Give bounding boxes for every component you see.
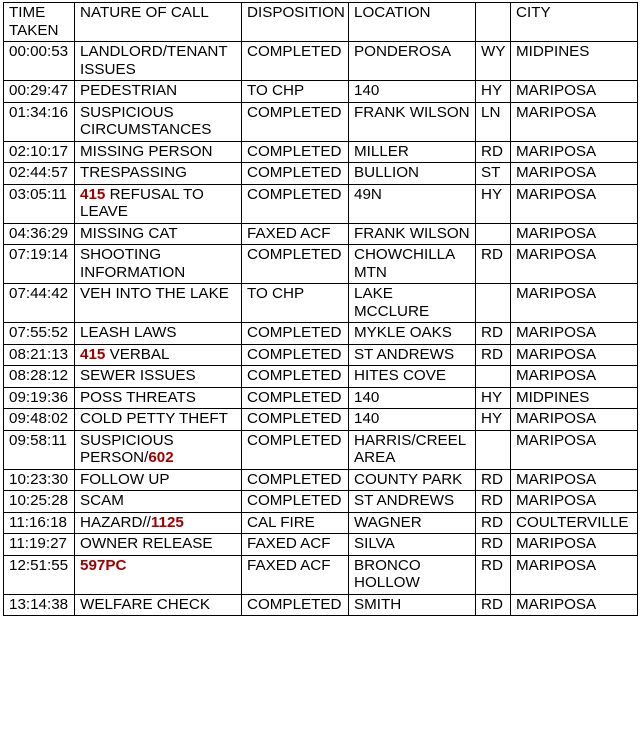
cell-street-suffix: RD: [476, 469, 511, 491]
nature-text: MISSING CAT: [80, 224, 178, 242]
cell-street-suffix: HY: [476, 81, 511, 103]
cell-city: MARIPOSA: [511, 102, 638, 141]
nature-text: SHOOTING INFORMATION: [80, 246, 186, 281]
cell-nature-of-call: [75, 223, 242, 245]
table-row: [4, 245, 638, 284]
cell-time-taken: 00:00:53: [4, 42, 75, 81]
nature-text: WELFARE CHECK: [80, 595, 210, 613]
nature-text: SUSPICIOUS CIRCUMSTANCES: [80, 103, 212, 138]
nature-text: VERBAL: [105, 345, 170, 363]
table-row: [4, 409, 638, 431]
cell-location: BRONCO HOLLOW: [349, 555, 476, 594]
cell-disposition: COMPLETED: [242, 344, 349, 366]
table-row: [4, 141, 638, 163]
cell-location: SILVA: [349, 534, 476, 556]
cell-disposition: COMPLETED: [242, 491, 349, 513]
cell-city: MARIPOSA: [511, 409, 638, 431]
cell-disposition: COMPLETED: [242, 469, 349, 491]
cell-nature-of-call: [75, 469, 242, 491]
cell-time-taken: 09:58:11: [4, 430, 75, 469]
cell-nature-of-call: [75, 141, 242, 163]
cell-city: MARIPOSA: [511, 344, 638, 366]
header-time-line2: TAKEN: [9, 21, 59, 39]
code-highlight: 415: [80, 345, 106, 363]
cell-city: MIDPINES: [511, 387, 638, 409]
cell-location: ST ANDREWS: [349, 491, 476, 513]
cell-disposition: COMPLETED: [242, 323, 349, 345]
cell-nature-of-call: [75, 491, 242, 513]
cell-nature-of-call: [75, 344, 242, 366]
table-row: [4, 344, 638, 366]
cell-city: MARIPOSA: [511, 555, 638, 594]
cell-time-taken: 11:19:27: [4, 534, 75, 556]
cell-city: MARIPOSA: [511, 469, 638, 491]
cell-street-suffix: RD: [476, 323, 511, 345]
cell-time-taken: 09:48:02: [4, 409, 75, 431]
cell-nature-of-call: [75, 323, 242, 345]
cell-disposition: COMPLETED: [242, 245, 349, 284]
cell-city: MARIPOSA: [511, 184, 638, 223]
cell-location: BULLION: [349, 163, 476, 185]
cell-city: MARIPOSA: [511, 163, 638, 185]
code-highlight: 602: [148, 449, 174, 466]
code-highlight: 597PC: [80, 556, 127, 574]
cell-location: 140: [349, 387, 476, 409]
cell-city: COULTERVILLE: [511, 512, 638, 534]
header-nature-of-call: NATURE OF CALL: [75, 3, 242, 42]
cell-time-taken: 02:44:57: [4, 163, 75, 185]
table-row: [4, 366, 638, 388]
table-row: [4, 512, 638, 534]
cell-location: 140: [349, 409, 476, 431]
cell-city: MARIPOSA: [511, 245, 638, 284]
table-row: [4, 163, 638, 185]
cell-street-suffix: HY: [476, 387, 511, 409]
cell-street-suffix: RD: [476, 594, 511, 616]
cell-street-suffix: RD: [476, 555, 511, 594]
cell-disposition: TO CHP: [242, 81, 349, 103]
cell-city: MARIPOSA: [511, 594, 638, 616]
call-log-table: [3, 2, 638, 616]
table-row: [4, 491, 638, 513]
cell-street-suffix: [476, 366, 511, 388]
cell-time-taken: 04:36:29: [4, 223, 75, 245]
table-row: [4, 184, 638, 223]
cell-street-suffix: RD: [476, 344, 511, 366]
header-suffix: [476, 3, 511, 42]
cell-disposition: COMPLETED: [242, 387, 349, 409]
cell-location: ST ANDREWS: [349, 344, 476, 366]
cell-street-suffix: HY: [476, 409, 511, 431]
nature-text: PEDESTRIAN: [80, 82, 178, 99]
cell-time-taken: 00:29:47: [4, 81, 75, 103]
cell-street-suffix: LN: [476, 102, 511, 141]
cell-disposition: COMPLETED: [242, 102, 349, 141]
cell-time-taken: 08:28:12: [4, 366, 75, 388]
nature-text: COLD PETTY THEFT: [80, 410, 228, 427]
cell-location: 140: [349, 81, 476, 103]
nature-text: OWNER RELEASE: [80, 535, 213, 552]
header-location: LOCATION: [349, 3, 476, 42]
cell-disposition: TO CHP: [242, 284, 349, 323]
cell-nature-of-call: [75, 387, 242, 409]
cell-location: FRANK WILSON: [349, 223, 476, 245]
cell-time-taken: 11:16:18: [4, 512, 75, 534]
cell-city: MARIPOSA: [511, 430, 638, 469]
cell-street-suffix: RD: [476, 491, 511, 513]
cell-location: COUNTY PARK: [349, 469, 476, 491]
cell-nature-of-call: [75, 284, 242, 323]
cell-street-suffix: [476, 430, 511, 469]
cell-disposition: COMPLETED: [242, 366, 349, 388]
cell-nature-of-call: [75, 409, 242, 431]
cell-nature-of-call: [75, 81, 242, 103]
header-city: CITY: [511, 3, 638, 42]
cell-location: HARRIS/CREEL AREA: [349, 430, 476, 469]
cell-street-suffix: RD: [476, 512, 511, 534]
table-row: [4, 387, 638, 409]
call-log-body: [4, 42, 638, 616]
cell-disposition: FAXED ACF: [242, 223, 349, 245]
header-row: [4, 3, 638, 42]
cell-time-taken: 13:14:38: [4, 594, 75, 616]
cell-city: MARIPOSA: [511, 491, 638, 513]
header-time-taken: [4, 3, 75, 42]
cell-time-taken: 10:23:30: [4, 469, 75, 491]
table-row: [4, 430, 638, 469]
cell-time-taken: 07:55:52: [4, 323, 75, 345]
nature-text: MISSING PERSON: [80, 142, 213, 160]
cell-street-suffix: WY: [476, 42, 511, 81]
cell-street-suffix: HY: [476, 184, 511, 223]
nature-text: POSS THREATS: [80, 388, 196, 406]
code-highlight: 415: [80, 185, 106, 203]
cell-location: WAGNER: [349, 512, 476, 534]
cell-city: MARIPOSA: [511, 284, 638, 323]
cell-nature-of-call: [75, 555, 242, 594]
cell-location: SMITH: [349, 594, 476, 616]
cell-time-taken: 12:51:55: [4, 555, 75, 594]
cell-street-suffix: [476, 284, 511, 323]
cell-street-suffix: RD: [476, 141, 511, 163]
cell-nature-of-call: [75, 245, 242, 284]
cell-disposition: COMPLETED: [242, 163, 349, 185]
code-highlight: 1125: [150, 513, 184, 531]
cell-time-taken: 01:34:16: [4, 102, 75, 141]
table-row: [4, 284, 638, 323]
cell-disposition: FAXED ACF: [242, 534, 349, 556]
cell-nature-of-call: [75, 163, 242, 185]
header-disposition: DISPOSITION: [242, 3, 349, 42]
cell-nature-of-call: [75, 366, 242, 388]
nature-text: VEH INTO THE LAKE: [80, 285, 229, 302]
table-row: [4, 42, 638, 81]
cell-city: MARIPOSA: [511, 81, 638, 103]
cell-street-suffix: RD: [476, 245, 511, 284]
cell-time-taken: 03:05:11: [4, 184, 75, 223]
cell-location: MILLER: [349, 141, 476, 163]
cell-city: MARIPOSA: [511, 366, 638, 388]
nature-text: REFUSAL TO LEAVE: [80, 185, 204, 220]
cell-time-taken: 08:21:13: [4, 344, 75, 366]
cell-nature-of-call: [75, 594, 242, 616]
nature-text: TRESPASSING: [80, 164, 187, 181]
table-row: [4, 323, 638, 345]
cell-location: HITES COVE: [349, 366, 476, 388]
cell-disposition: CAL FIRE: [242, 512, 349, 534]
table-row: [4, 534, 638, 556]
cell-city: MARIPOSA: [511, 223, 638, 245]
cell-nature-of-call: [75, 102, 242, 141]
cell-location: 49N: [349, 184, 476, 223]
cell-disposition: COMPLETED: [242, 141, 349, 163]
cell-location: LAKE MCCLURE: [349, 284, 476, 323]
cell-nature-of-call: [75, 430, 242, 469]
nature-text: LEASH LAWS: [80, 324, 177, 341]
cell-street-suffix: ST: [476, 163, 511, 185]
cell-street-suffix: [476, 223, 511, 245]
table-row: [4, 594, 638, 616]
cell-disposition: COMPLETED: [242, 184, 349, 223]
header-time-line1: TIME: [9, 4, 46, 21]
cell-time-taken: 10:25:28: [4, 491, 75, 513]
cell-nature-of-call: [75, 512, 242, 534]
nature-text: LANDLORD/TENANT ISSUES: [80, 43, 228, 78]
nature-text: HAZARD//: [80, 513, 151, 531]
nature-text: SUSPICIOUS PERSON/: [80, 431, 174, 466]
cell-city: MARIPOSA: [511, 323, 638, 345]
cell-time-taken: 07:19:14: [4, 245, 75, 284]
nature-text: FOLLOW UP: [80, 470, 170, 488]
cell-location: FRANK WILSON: [349, 102, 476, 141]
cell-city: MARIPOSA: [511, 534, 638, 556]
nature-text: SCAM: [80, 492, 124, 509]
cell-street-suffix: RD: [476, 534, 511, 556]
cell-nature-of-call: [75, 184, 242, 223]
cell-time-taken: 09:19:36: [4, 387, 75, 409]
cell-nature-of-call: [75, 42, 242, 81]
cell-city: MIDPINES: [511, 42, 638, 81]
cell-city: MARIPOSA: [511, 141, 638, 163]
table-row: [4, 223, 638, 245]
cell-location: CHOWCHILLA MTN: [349, 245, 476, 284]
table-row: [4, 102, 638, 141]
table-row: [4, 555, 638, 594]
table-row: [4, 469, 638, 491]
cell-time-taken: 07:44:42: [4, 284, 75, 323]
cell-disposition: FAXED ACF: [242, 555, 349, 594]
table-row: [4, 81, 638, 103]
cell-disposition: COMPLETED: [242, 42, 349, 81]
cell-location: PONDEROSA: [349, 42, 476, 81]
cell-location: MYKLE OAKS: [349, 323, 476, 345]
cell-time-taken: 02:10:17: [4, 141, 75, 163]
cell-disposition: COMPLETED: [242, 409, 349, 431]
cell-disposition: COMPLETED: [242, 594, 349, 616]
nature-text: SEWER ISSUES: [80, 367, 196, 384]
cell-nature-of-call: [75, 534, 242, 556]
cell-disposition: COMPLETED: [242, 430, 349, 469]
